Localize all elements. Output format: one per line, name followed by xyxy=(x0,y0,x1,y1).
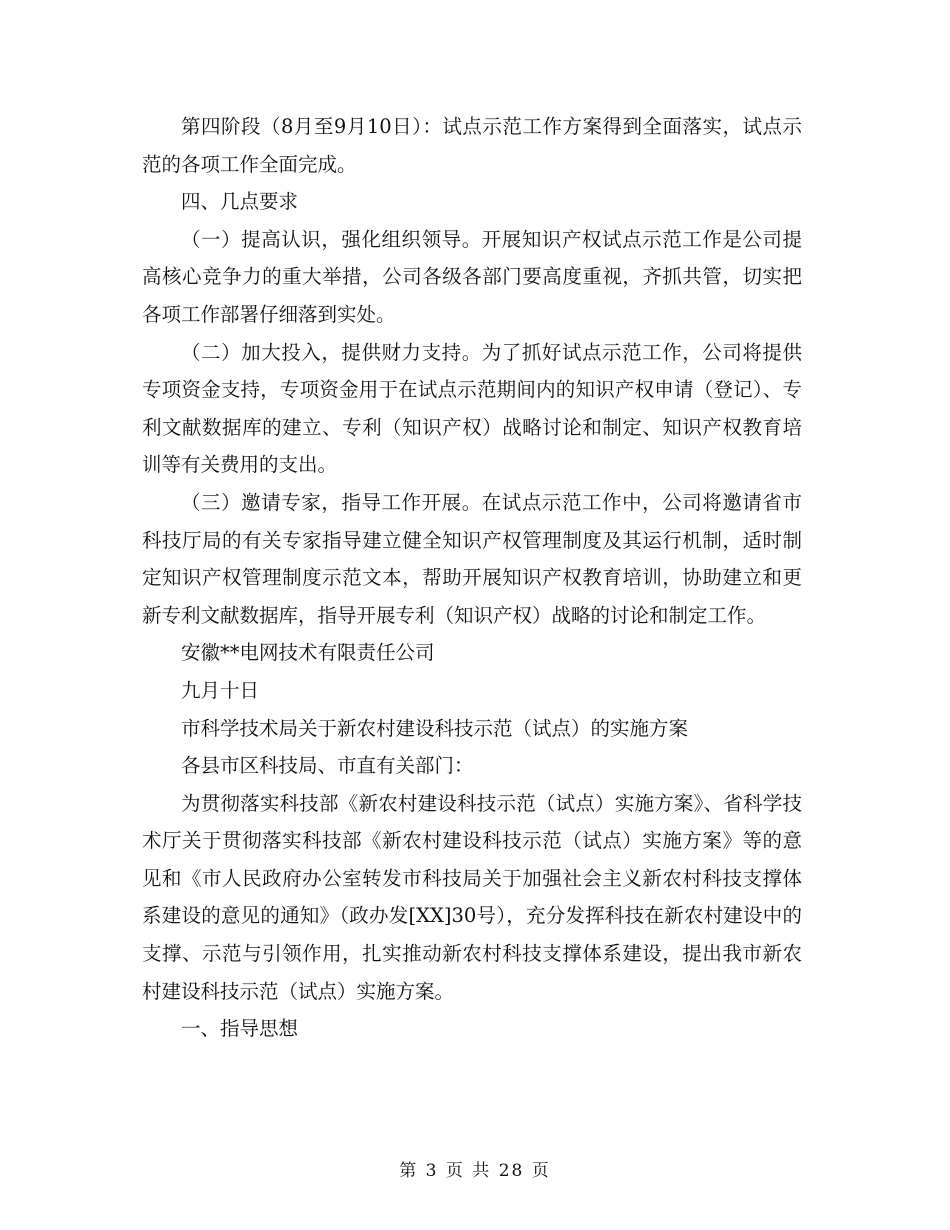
paragraph-requirement-three: （三）邀请专家，指导工作开展。在试点示范工作中，公司将邀请省市科技厅局的有关专家指导建立健全知识产权管理制度及其运行机制，适时制定知识产权管理制度示范文本，帮助开展知识产权教育培训，协助建立和更新专利文献数据库，指导开展专利（知识产权）战略的讨论和制定工作。 xyxy=(142,490,802,627)
document-title: 市科学技术局关于新农村建设科技示范（试点）的实施方案 xyxy=(181,716,689,740)
signature-date: 九月十日 xyxy=(181,678,260,702)
paragraph-requirement-one: （一）提高认识，强化组织领导。开展知识产权试点示范工作是公司提高核心竞争力的重大举措，公司各级各部门要高度重视，齐抓共管，切实把各项工作部署仔细落到实处。 xyxy=(142,227,802,326)
footer-prefix: 第 xyxy=(399,1161,419,1181)
footer-current-page: 3 xyxy=(425,1161,439,1181)
document-body xyxy=(142,108,802,1048)
paragraph-introduction: 为贯彻落实科技部《新农村建设科技示范（试点）实施方案》、省科学技术厅关于贯彻落实科技部《新农村建设科技示范（试点）实施方案》等的意见和《市人民政府办公室转发市科技局关于加强社会主义新农村科技支撑体系建设的意见的通知》（政办发[XX]30号），充分发挥科技在新农村建设中的支撑、示范与引领作用，扎实推动新农村科技支撑体系建设，提出我市新农村建设科技示范（试点）实施方案。 xyxy=(142,791,802,1003)
paragraph-requirement-two: （二）加大投入，提供财力支持。为了抓好试点示范工作，公司将提供专项资金支持，专项资金用于在试点示范期间内的知识产权申请（登记）、专利文献数据库的建立、专利（知识产权）战略讨论和制定、知识产权教育培训等有关费用的支出。 xyxy=(142,340,802,477)
paragraph-stage-four: 第四阶段（8月至9月10日）：试点示范工作方案得到全面落实，试点示范的各项工作全面完成。 xyxy=(142,115,802,176)
signature-company: 安徽**电网技术有限责任公司 xyxy=(181,641,435,665)
footer-total-pages: 28 xyxy=(498,1161,525,1181)
heading-guiding-ideology: 一、指导思想 xyxy=(181,1017,299,1041)
footer-suffix: 页 xyxy=(531,1161,551,1181)
heading-requirements: 四、几点要求 xyxy=(181,190,299,214)
addressee: 各县市区科技局、市直有关部门： xyxy=(181,754,474,778)
footer-middle: 页 共 xyxy=(445,1161,492,1181)
page-footer xyxy=(0,1156,950,1181)
